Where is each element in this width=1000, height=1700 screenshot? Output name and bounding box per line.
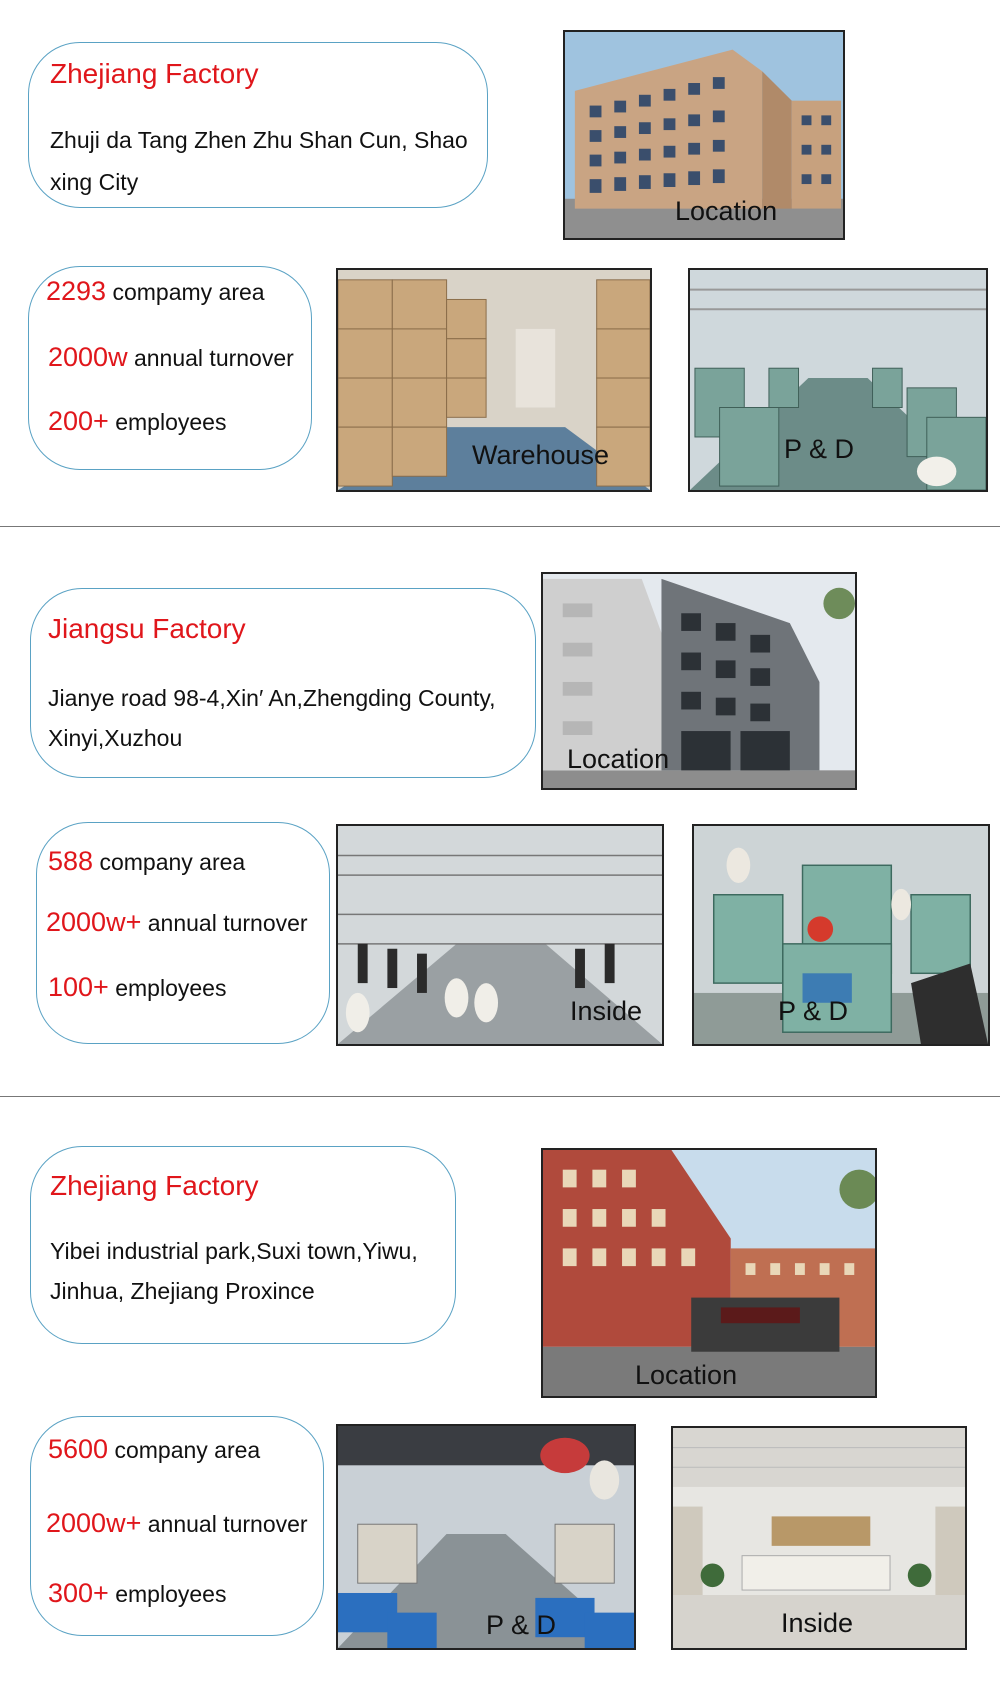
factory-address-line1: Jianye road 98-4,Xin′ An,Zhengding County, [48, 685, 496, 711]
photo-caption: Warehouse [472, 440, 610, 470]
stat-area [48, 1434, 260, 1465]
production-photo [336, 1424, 636, 1650]
stat-turnover [46, 1508, 308, 1539]
factory-address-line2: Jinhua, Zhejiang Proxince [50, 1278, 315, 1304]
stat-label: company area [108, 1437, 261, 1463]
inside-photo [336, 824, 664, 1046]
stat-area [48, 846, 245, 877]
section-divider [0, 526, 1000, 527]
factory-address-line2: Xinyi,Xuzhou [48, 725, 183, 751]
stat-number: 2293 [46, 276, 107, 306]
production-photo [692, 824, 990, 1046]
stat-number: 200+ [48, 406, 109, 436]
location-photo [563, 30, 845, 240]
photo-caption: Location [675, 196, 778, 226]
stat-number: 100+ [48, 972, 109, 1002]
stat-label: compamy area [106, 279, 265, 305]
factory-title: Zhejiang Factory [50, 1170, 259, 1201]
photo-caption: P & D [784, 434, 855, 464]
stat-number: 2000w+ [46, 907, 142, 937]
stat-number: 300+ [48, 1578, 109, 1608]
stat-label: employees [108, 409, 227, 435]
photo-caption: Inside [781, 1608, 854, 1638]
photo-caption: Location [635, 1360, 738, 1390]
photo-caption: P & D [778, 996, 849, 1026]
photo-caption: Location [567, 744, 670, 774]
stat-number: 2000w [48, 342, 128, 372]
stat-number: 2000w+ [46, 1508, 142, 1538]
stat-number: 588 [48, 846, 94, 876]
photo-caption: P & D [486, 1610, 557, 1640]
stat-area [46, 276, 265, 307]
stat-label: employees [108, 1581, 227, 1607]
inside-photo [671, 1426, 967, 1650]
stat-label: annual turnover [127, 345, 294, 371]
stat-label: annual turnover [141, 1511, 308, 1537]
stat-label: employees [108, 975, 227, 1001]
factory-address-line2: xing City [50, 169, 139, 195]
production-photo [688, 268, 988, 492]
stat-number: 5600 [48, 1434, 109, 1464]
stat-label: annual turnover [141, 910, 308, 936]
location-photo [541, 1148, 877, 1398]
factory-title: Jiangsu Factory [48, 613, 246, 644]
factory-address-line1: Yibei industrial park,Suxi town,Yiwu, [50, 1238, 418, 1264]
stat-employees [48, 1578, 226, 1609]
stat-label: company area [93, 849, 246, 875]
factory-title: Zhejiang Factory [50, 58, 259, 89]
photo-caption: Inside [570, 996, 643, 1026]
location-photo [541, 572, 857, 790]
factory-address-line1: Zhuji da Tang Zhen Zhu Shan Cun, Shao [50, 127, 468, 153]
stat-turnover [48, 342, 294, 373]
stat-employees [48, 972, 226, 1003]
stat-turnover [46, 907, 308, 938]
stat-employees [48, 406, 226, 437]
section-divider [0, 1096, 1000, 1097]
warehouse-photo [336, 268, 652, 492]
